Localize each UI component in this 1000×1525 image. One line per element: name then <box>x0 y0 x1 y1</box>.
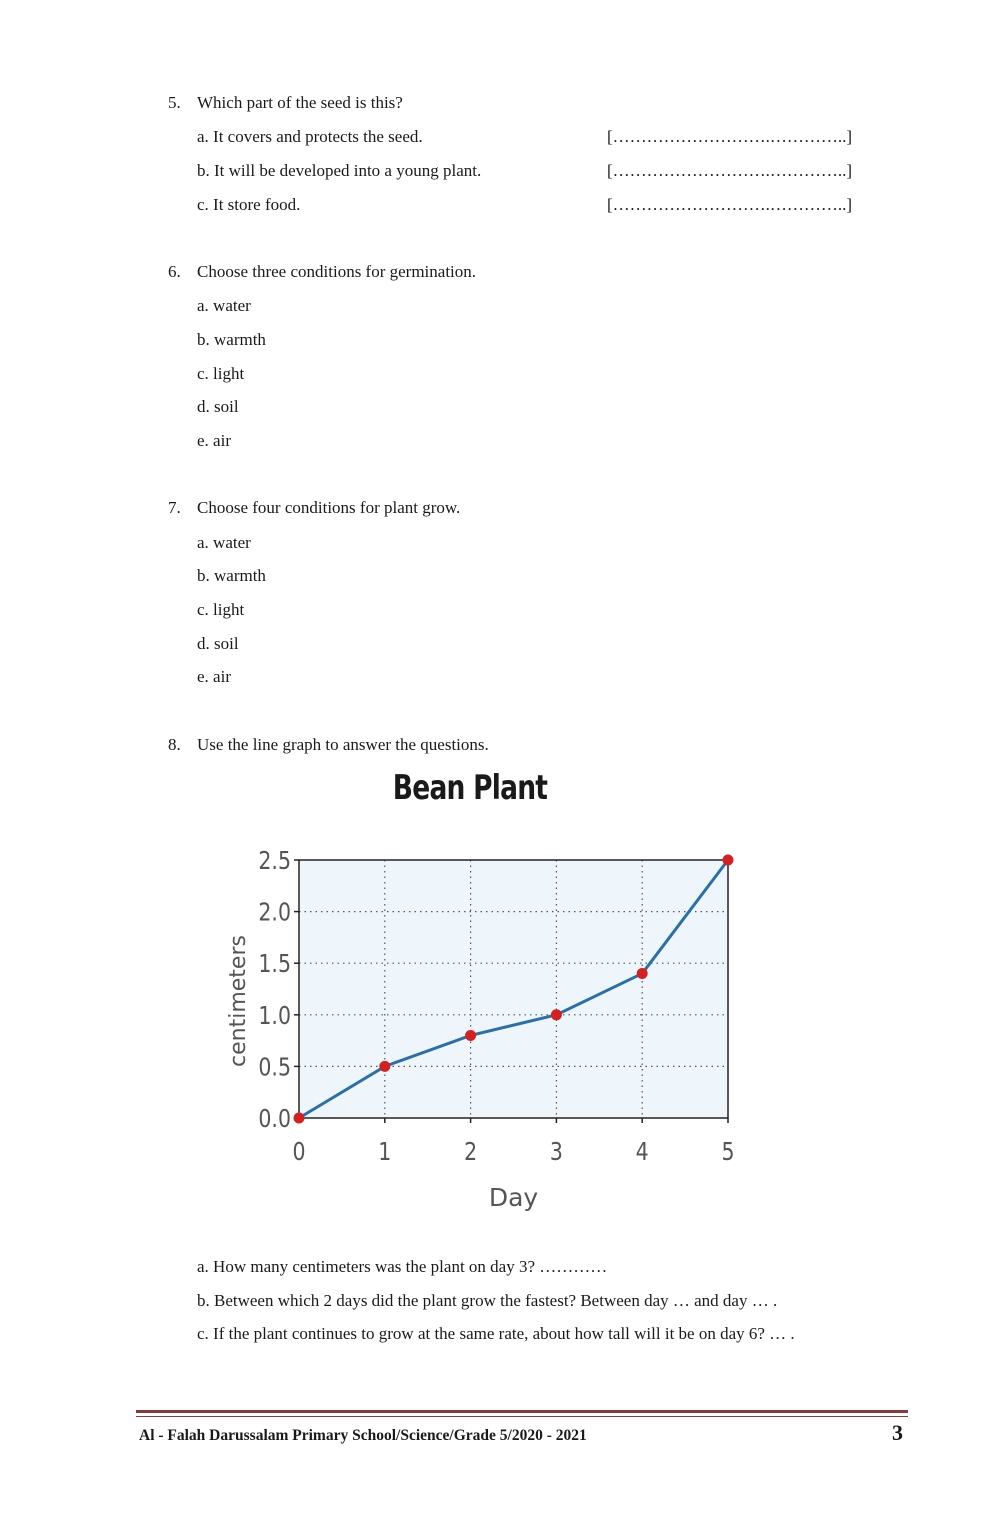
q5-answer-blank-b[interactable]: [……………………….…………..] <box>607 161 853 180</box>
x-tick-label: 1 <box>378 1138 392 1167</box>
x-tick-label: 2 <box>464 1138 478 1167</box>
q8-sub-b: b. Between which 2 days did the plant grow the fastest? Between day … and day … . <box>197 1291 778 1310</box>
question-number: 6. <box>168 262 181 281</box>
q7-option-a[interactable]: a. water <box>197 533 251 552</box>
q6-option-a[interactable]: a. water <box>197 296 251 315</box>
x-tick-label: 5 <box>721 1138 735 1167</box>
question-text: Choose four conditions for plant grow. <box>197 498 461 517</box>
question-number: 5. <box>168 93 181 112</box>
data-point <box>551 1009 562 1020</box>
q6-option-b[interactable]: b. warmth <box>197 330 266 349</box>
y-tick-label: 1.5 <box>258 950 291 979</box>
data-point <box>294 1113 305 1124</box>
question-number: 8. <box>168 735 181 754</box>
x-tick-label: 3 <box>549 1138 563 1167</box>
question-7 <box>168 498 460 518</box>
footer-divider <box>136 1410 908 1413</box>
data-point <box>465 1030 476 1041</box>
x-tick-label: 0 <box>292 1138 306 1167</box>
q5-item-b: b. It will be developed into a young plant. <box>197 161 482 180</box>
data-point <box>637 968 648 979</box>
chart-title: Bean Plant <box>392 768 548 808</box>
question-6 <box>168 262 476 282</box>
q6-option-e[interactable]: e. air <box>197 431 231 450</box>
question-number: 7. <box>168 498 181 517</box>
x-tick-label: 4 <box>635 1138 649 1167</box>
y-tick-label: 2.0 <box>258 898 291 928</box>
q7-option-b[interactable]: b. warmth <box>197 566 266 585</box>
q7-option-e[interactable]: e. air <box>197 667 231 686</box>
y-tick-label: 0.5 <box>258 1053 291 1082</box>
data-point <box>723 855 734 866</box>
data-point <box>379 1061 390 1072</box>
q5-item-a: a. It covers and protects the seed. <box>197 127 423 146</box>
q7-option-c[interactable]: c. light <box>197 600 245 619</box>
q8-sub-a: a. How many centimeters was the plant on day 3? ………… <box>197 1257 608 1276</box>
question-8 <box>168 735 489 755</box>
question-text: Choose three conditions for germination. <box>197 262 477 281</box>
q5-answer-blank-c[interactable]: [……………………….…………..] <box>607 195 853 214</box>
question-5 <box>168 93 403 113</box>
question-text: Use the line graph to answer the questions. <box>197 735 489 754</box>
page-number: 3 <box>892 1420 903 1445</box>
y-axis-label: centimeters <box>226 935 251 1067</box>
x-axis-label: Day <box>488 1183 539 1212</box>
line-chart <box>215 830 775 1230</box>
q6-option-d[interactable]: d. soil <box>197 397 239 416</box>
footer-divider-thin <box>136 1416 908 1417</box>
y-tick-label: 2.5 <box>258 847 291 876</box>
q8-sub-c: c. If the plant continues to grow at the same rate, about how tall will it be on day 6? … . <box>197 1324 795 1343</box>
q6-option-c[interactable]: c. light <box>197 364 245 383</box>
y-tick-label: 0.0 <box>258 1105 291 1134</box>
q5-answer-blank-a[interactable]: [……………………….…………..] <box>607 127 853 146</box>
question-text: Which part of the seed is this? <box>197 93 403 112</box>
footer-text: Al - Falah Darussalam Primary School/Science/Grade 5/2020 - 2021 <box>139 1427 587 1444</box>
q5-item-c: c. It store food. <box>197 195 301 214</box>
q7-option-d[interactable]: d. soil <box>197 634 239 653</box>
y-tick-label: 1.0 <box>258 1001 291 1031</box>
